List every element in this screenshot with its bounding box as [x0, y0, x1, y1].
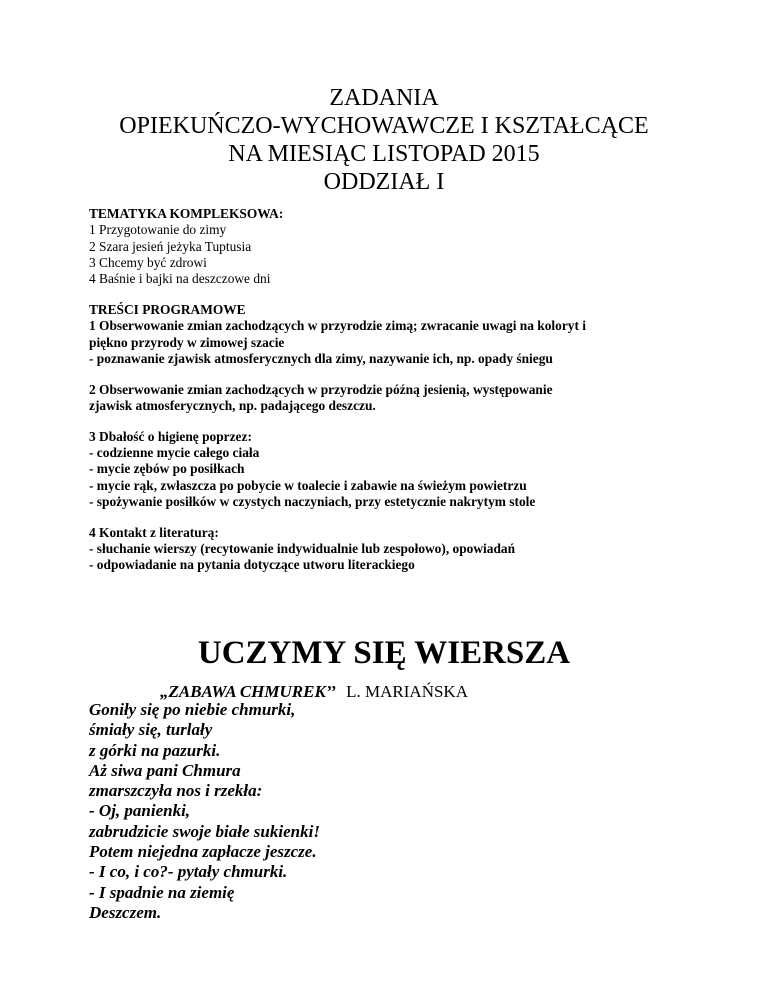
tresci-line: 2 Obserwowanie zmian zachodzących w przyrodzie późną jesienią, występowanie	[89, 381, 553, 397]
poem-title: „ZABAWA CHMUREK’’	[160, 682, 336, 701]
tresci-line: - codzienne mycie całego ciała	[89, 445, 260, 461]
poem-verse: Goniły się po niebie chmurki,	[89, 700, 296, 719]
poem-verse: zmarszczyła nos i rzekła:	[89, 781, 263, 801]
poem-section-heading: UCZYMY SIĘ WIERSZA	[197, 635, 571, 671]
tresci-line: - mycie rąk, zwłaszcza po pobycie w toalecie i zabawie na świeżym powietrzu	[89, 477, 527, 493]
title-line: OPIEKUŃCZO-WYCHOWAWCZE I KSZTAŁCĄCE	[119, 113, 649, 139]
title-line: ODDZIAŁ I	[323, 169, 445, 195]
poem-header	[160, 682, 468, 702]
tresci-line: 4 Kontakt z literaturą:	[89, 524, 219, 540]
poem-verse: - I spadnie na ziemię	[89, 882, 235, 902]
program-content	[89, 206, 689, 574]
poem-verse: - Oj, panienki,	[89, 801, 191, 821]
tresci-heading: TREŚCI PROGRAMOWE	[89, 301, 246, 317]
poem-author: L. MARIAŃSKA	[346, 682, 468, 701]
tresci-line: - mycie zębów po posiłkach	[89, 461, 245, 477]
document-title	[0, 84, 768, 196]
tresci-line: - spożywanie posiłków w czystych naczyniach, przy estetycznie nakrytym stole	[89, 493, 536, 509]
poem-verse: Deszczem.	[89, 902, 162, 922]
tematyka-item: 1 Przygotowanie do zimy	[89, 222, 227, 238]
poem-verse: zabrudzicie swoje białe sukienki!	[89, 821, 320, 841]
title-line: NA MIESIĄC LISTOPAD 2015	[228, 141, 540, 167]
poem-verse: Potem niejedna zapłacze jeszcze.	[89, 842, 317, 862]
poem-verse: śmiały się, turlały	[89, 720, 213, 740]
tresci-line: 1 Obserwowanie zmian zachodzących w przyrodzie zimą; zwracanie uwagi na koloryt i	[89, 318, 586, 334]
tresci-line: - poznawanie zjawisk atmosferycznych dla zimy, nazywanie ich, np. opady śniegu	[89, 350, 553, 366]
tresci-line: - słuchanie wierszy (recytowanie indywidualnie lub zespołowo), opowiadań	[89, 541, 516, 557]
poem-body	[89, 700, 320, 923]
tematyka-item: 4 Baśnie i bajki na deszczowe dni	[89, 271, 271, 287]
poem-verse: - I co, i co?- pytały chmurki.	[89, 862, 288, 882]
tematyka-item: 3 Chcemy być zdrowi	[89, 254, 207, 270]
tematyka-item: 2 Szara jesień jeżyka Tuptusia	[89, 238, 252, 254]
tresci-line: zjawisk atmosferycznych, np. padającego deszczu.	[89, 397, 376, 413]
poem-verse: Aż siwa pani Chmura	[89, 760, 241, 780]
tresci-line: 3 Dbałość o higienę poprzez:	[89, 428, 252, 444]
tresci-line: piękno przyrody w zimowej szacie	[89, 334, 285, 350]
tresci-line: - odpowiadanie na pytania dotyczące utworu literackiego	[89, 557, 415, 573]
poem-verse: z górki na pazurki.	[89, 740, 221, 760]
title-line: ZADANIA	[329, 85, 439, 111]
tematyka-heading: TEMATYKA KOMPLEKSOWA:	[89, 206, 284, 221]
